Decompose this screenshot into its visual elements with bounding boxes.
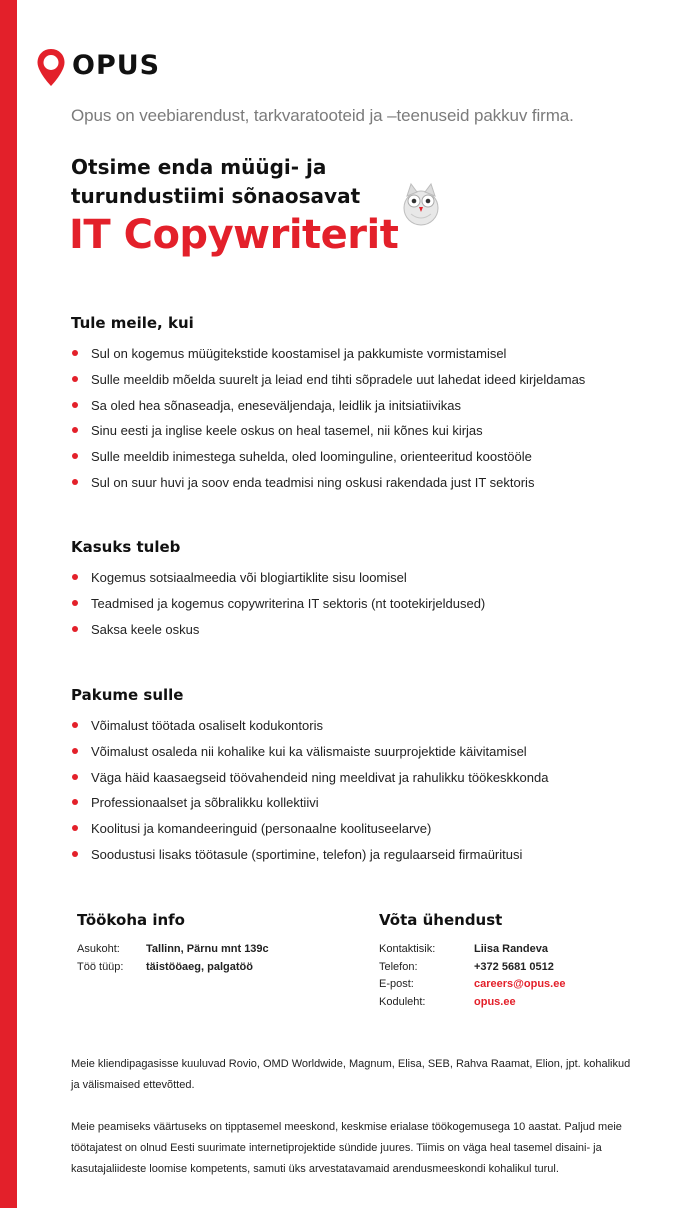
list-item: Võimalust osaleda nii kohalike kui ka välismaiste suurprojektide käivitamisel (71, 743, 548, 769)
list-item: Sul on kogemus müügitekstide koostamisel ja pakkumiste vormistamisel (71, 345, 585, 371)
info-label: Asukoht: (77, 943, 120, 955)
contact-row-phone (379, 959, 565, 977)
section-heading: Kasuks tuleb (71, 538, 181, 556)
list-item: Sulle meeldib inimestega suhelda, oled loominguline, orienteeritud koostööle (71, 448, 585, 474)
headline (71, 153, 360, 211)
info-value: täistööaeg, palgatöö (146, 960, 253, 973)
contact-label: Kontaktisik: (379, 943, 436, 955)
bullet-icon (72, 799, 78, 805)
contact-row-person (379, 941, 565, 959)
opus-logo (36, 48, 160, 88)
list-item: Sul on suur huvi ja soov enda teadmisi ning oskusi rakendada just IT sektoris (71, 474, 585, 500)
bullet-icon (72, 427, 78, 433)
headline-line-1: Otsime enda müügi- ja (71, 155, 327, 179)
list-item: Sinu eesti ja inglise keele oskus on heal tasemel, nii kõnes kui kirjas (71, 422, 585, 448)
bullet-icon (72, 748, 78, 754)
contact-person: Liisa Randeva (474, 943, 548, 955)
list-item: Professionaalset ja sõbralikku kollektiivi (71, 794, 548, 820)
list-item: Teadmised ja kogemus copywriterina IT sektoris (nt tootekirjeldused) (71, 595, 485, 621)
bullet-icon (72, 453, 78, 459)
headline-line-2: turundustiimi sõnaosavat (71, 184, 361, 208)
team-paragraph: Meie peamiseks väärtuseks on tipptasemel meeskond, keskmise erialase töökogemusega 10 aastat. Paljud meie töötajatest on olnud Eesti suurimate internetiprojektide sündide juures. Tiimis on väga heal tasemel disaini- ja kasutajaliideste loomise kompetents, samuti üks arvestatavamaid arendusmeeskondi kohalikul turul. (71, 1121, 622, 1175)
info-row-job-type (77, 959, 269, 977)
contact-block (379, 911, 565, 1011)
contact-heading: Võta ühendust (379, 911, 503, 929)
list-item: Kogemus sotsiaalmeedia või blogiartiklite sisu loomisel (71, 569, 485, 595)
contact-phone: +372 5681 0512 (474, 960, 554, 973)
contact-row-website (379, 994, 565, 1012)
location-pin-icon (36, 48, 66, 88)
bullet-icon (72, 402, 78, 408)
bullet-icon (72, 574, 78, 580)
list-item: Sulle meeldib mõelda suurelt ja leiad end tihti sõpradele uut lahedat ideed kirjeldamas (71, 371, 585, 397)
owl-mascot-icon (395, 178, 447, 228)
job-info-block (77, 911, 269, 976)
intro-text: Opus on veebiarendust, tarkvaratooteid ja –teenuseid pakkuv firma. (71, 106, 574, 125)
list-item: Sa oled hea sõnaseadja, eneseväljendaja, leidlik ja initsiatiivikas (71, 397, 585, 423)
bullet-icon (72, 600, 78, 606)
section-heading: Pakume sulle (71, 686, 184, 704)
bullet-icon (72, 376, 78, 382)
list-item: Võimalust töötada osaliselt kodukontoris (71, 717, 548, 743)
list-item: Saksa keele oskus (71, 621, 485, 647)
contact-label: E-post: (379, 978, 414, 990)
website-link[interactable]: opus.ee (474, 995, 516, 1008)
job-title: IT Copywriterit (69, 212, 399, 258)
bullet-icon (72, 722, 78, 728)
section-nice-to-have (71, 538, 485, 646)
section-requirements (71, 314, 585, 500)
left-accent-bar (0, 0, 17, 1208)
bullet-icon (72, 851, 78, 857)
bullet-icon (72, 626, 78, 632)
info-row-location (77, 941, 269, 959)
list-item: Väga häid kaasaegseid töövahendeid ning meeldivat ja rahulikku töökeskkonda (71, 769, 548, 795)
job-info-heading: Töökoha info (77, 911, 185, 929)
clients-paragraph: Meie kliendipagasisse kuuluvad Rovio, OMD Worldwide, Magnum, Elisa, SEB, Rahva Raamat, Elion, jpt. kohalikud ja välismaised ettevõtted. (71, 1058, 631, 1091)
list-item: Koolitusi ja komandeeringuid (personaalne koolituseelarve) (71, 820, 548, 846)
logo-wordmark: OPUS (72, 49, 161, 81)
bullet-icon (72, 350, 78, 356)
section-we-offer (71, 686, 548, 872)
info-label: Töö tüüp: (77, 960, 124, 973)
email-link[interactable]: careers@opus.ee (474, 978, 566, 990)
section-heading: Tule meile, kui (71, 314, 194, 332)
bullet-icon (72, 825, 78, 831)
contact-row-email (379, 976, 565, 994)
info-value: Tallinn, Pärnu mnt 139c (146, 943, 269, 955)
list-item: Soodustusi lisaks töötasule (sportimine, telefon) ja regulaarseid firmaüritusi (71, 846, 548, 872)
contact-label: Koduleht: (379, 995, 426, 1008)
contact-label: Telefon: (379, 960, 418, 973)
bullet-icon (72, 479, 78, 485)
bullet-icon (72, 774, 78, 780)
